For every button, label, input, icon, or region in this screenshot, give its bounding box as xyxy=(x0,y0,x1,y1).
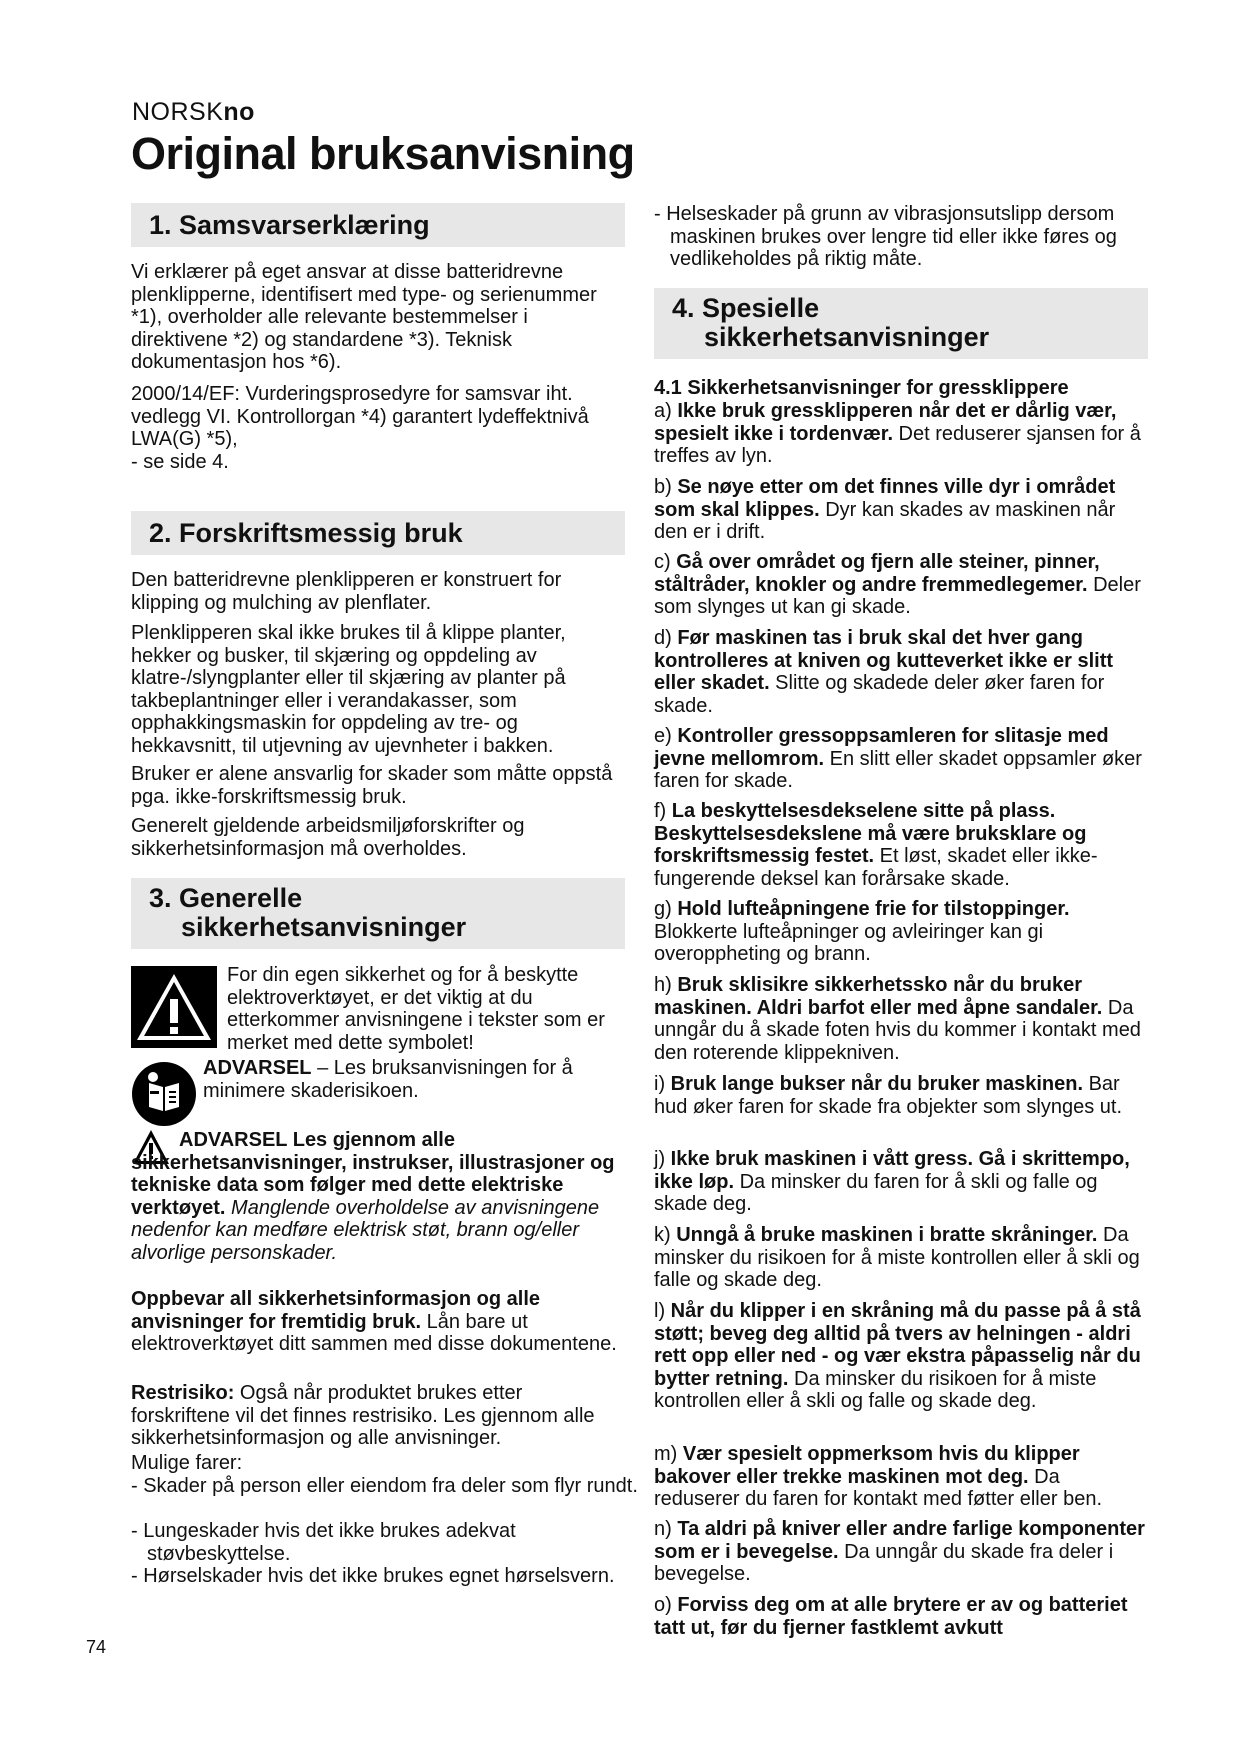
s2-paragraph-3: Bruker er alene ansvarlig for skader som måtte oppstå pga. ikke-forskriftsmessig bruk. xyxy=(131,763,613,808)
s1-paragraph-2: 2000/14/EF: Vurderingsprosedyre for samsvar iht. vedlegg VI. Kontrollorgan *4) garantert lydeffektnivå LWA(G) *5), - se side 4. xyxy=(131,383,589,473)
safety-item-a: a) Ikke bruk gressklipperen når det er dårlig vær, spesielt ikke i tordenvær. Det reduserer sjansen for å treffes av lyn. xyxy=(654,400,1141,467)
hazards-label: Mulige farer: xyxy=(131,1452,243,1474)
warning-triangle-icon xyxy=(131,966,217,1048)
section-4-heading: 4. Spesielle sikkerhetsanvisninger xyxy=(654,288,1148,359)
read-manual-icon xyxy=(131,1061,197,1127)
s4-subheading: 4.1 Sikkerhetsanvisninger for gressklippere xyxy=(654,377,1069,399)
hazard-item: - Lungeskader hvis det ikke brukes adekvat støvbeskyttelse. xyxy=(131,1520,516,1565)
general-warning: ADVARSEL Les gjennom alle sikkerhetsanvisninger, instrukser, illustrasjoner og tekniske data som følger med dette elektriske verktøyet. Manglende overholdelse av anvisningene nedenfor kan medføre elektrisk støt, brann og/eller alvorlige personskader. xyxy=(131,1129,615,1264)
safety-item-f: f) La beskyttelsesdekselene sitte på plass. Beskyttelsesdekslene må være bruksklare og forskriftsmessig festet. Et løst, skadet eller ikke-fungerende deksel kan forårsake skade. xyxy=(654,800,1098,890)
safety-item-j: j) Ikke bruk maskinen i vått gress. Gå i skrittempo, ikke løp. Da minsker du faren for å skli og falle og skade deg. xyxy=(654,1148,1130,1215)
s2-paragraph-2: Plenklipperen skal ikke brukes til å klippe planter, hekker og busker, til skjæring og oppdeling av klatre-/slyngplanter eller til skjæring av planter på takbeplantninger eller i verandakasser, som opphakkingsmaskin for oppdeling av tre- og hekkavsnitt, til utjevning av ujevnheter i bakken. xyxy=(131,622,566,757)
safety-item-g: g) Hold lufteåpningene frie for tilstoppinger. Blokkerte lufteåpninger og avleiringer kan gi overoppheting og brann. xyxy=(654,898,1070,965)
s1-paragraph-1: Vi erklærer på eget ansvar at disse batteridrevne plenklipperne, identifisert med type- og serienummer *1), overholder alle relevante bestemmelser i direktivene *2) og standardene *3). Teknisk dokumentasjon hos *6). xyxy=(131,261,597,373)
safety-item-b: b) Se nøye etter om det finnes ville dyr i området som skal klippes. Dyr kan skades av maskinen når den er i drift. xyxy=(654,476,1116,543)
safety-item-m: m) Vær spesielt oppmerksom hvis du klipper bakover eller trekke maskinen mot deg. Da reduserer du faren for kontakt med føtter eller ben. xyxy=(654,1443,1102,1510)
hazard-item: - Skader på person eller eiendom fra deler som flyr rundt. xyxy=(131,1475,638,1497)
safety-item-n: n) Ta aldri på kniver eller andre farlige komponenter som er i bevegelse. Da unngår du skade fra deler i bevegelse. xyxy=(654,1518,1145,1585)
section-1-heading: 1. Samsvarserklæring xyxy=(131,203,625,247)
language-label: NORSKno xyxy=(132,98,255,126)
keep-instructions: Oppbevar all sikkerhetsinformasjon og alle anvisninger for fremtidig bruk. Lån bare ut elektroverktøyet ditt sammen med disse dokumentene. xyxy=(131,1288,617,1355)
safety-item-e: e) Kontroller gressoppsamleren for slitasje med jevne mellomrom. En slitt eller skadet oppsamler øker faren for skade. xyxy=(654,725,1142,792)
residual-risk: Restrisiko: Også når produktet brukes etter forskriftene vil det finnes restrisiko. Les gjennom alle sikkerhetsinformasjon og alle anvisninger. xyxy=(131,1382,595,1449)
section-2-heading: 2. Forskriftsmessig bruk xyxy=(131,511,625,555)
safety-item-h: h) Bruk sklisikre sikkerhetssko når du bruker maskinen. Aldri barfot eller med åpne sandaler. Da unngår du å skade foten hvis du kommer i kontakt med den roterende klippekniven. xyxy=(654,974,1141,1064)
warning-symbol-text: For din egen sikkerhet og for å beskytte elektroverktøyet, er det viktig at du etterkommer anvisningene i tekster som er merket med dette symbolet! xyxy=(227,964,605,1054)
hazard-item: - Helseskader på grunn av vibrasjonsutslipp dersom maskinen brukes over lengre tid eller ikke føres og vedlikeholdes på riktig måte. xyxy=(654,203,1117,270)
s2-paragraph-4: Generelt gjeldende arbeidsmiljøforskrifter og sikkerhetsinformasjon må overholdes. xyxy=(131,815,525,860)
safety-item-i: i) Bruk lange bukser når du bruker maskinen. Bar hud øker faren for skade fra objekter som slynges ut. xyxy=(654,1073,1122,1118)
manual-warning: ADVARSEL – Les bruksanvisningen for å minimere skaderisikoen. xyxy=(203,1057,573,1102)
page-title: Original bruksanvisning xyxy=(131,128,635,179)
safety-item-o: o) Forviss deg om at alle brytere er av og batteriet tatt ut, før du fjerner fastklemt avkutt xyxy=(654,1594,1128,1639)
s2-paragraph-1: Den batteridrevne plenklipperen er konstruert for klipping og mulching av plenflater. xyxy=(131,569,562,614)
section-3-heading: 3. Generelle sikkerhetsanvisninger xyxy=(131,878,625,949)
safety-item-d: d) Før maskinen tas i bruk skal det hver gang kontrolleres at kniven og kutteverket ikke er slitt eller skadet. Slitte og skadede deler øker faren for skade. xyxy=(654,627,1114,717)
page-number: 74 xyxy=(86,1637,107,1657)
safety-item-l: l) Når du klipper i en skråning må du passe på å stå støtt; beveg deg alltid på tvers av helningen - aldri rett opp eller ned - og vær ekstra påpasselig når du bytter retning. Da minsker du risikoen for å miste kontrollen eller å skli og falle og skade deg. xyxy=(654,1300,1141,1412)
hazard-item: - Hørselskader hvis det ikke brukes egnet hørselsvern. xyxy=(131,1565,615,1587)
safety-item-k: k) Unngå å bruke maskinen i bratte skråninger. Da minsker du risikoen for å miste kontrollen eller å skli og falle og skade deg. xyxy=(654,1224,1140,1291)
safety-item-c: c) Gå over området og fjern alle steiner, pinner, ståltråder, knokler og andre fremmedlegemer. Deler som slynges ut kan gi skade. xyxy=(654,551,1141,618)
